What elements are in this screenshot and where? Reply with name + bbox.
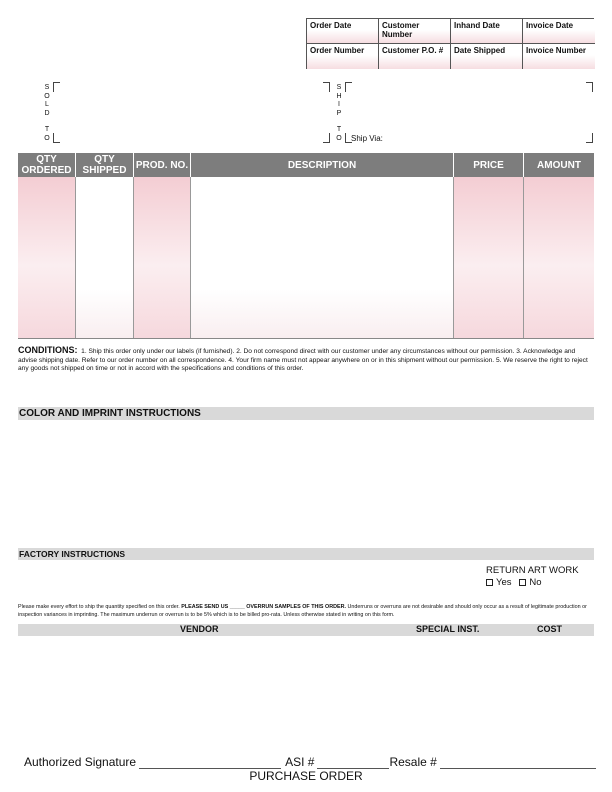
ship-label: S H I P	[336, 84, 342, 117]
return-art-title: RETURN ART WORK	[486, 565, 579, 576]
order-items-table	[18, 153, 594, 339]
invoice-number-field[interactable]: Invoice Number	[523, 44, 595, 69]
conditions-body: 1. Ship this order only under our labels (if furnished). 2. Do not correspond direct with our customer under any circumstances without our permission. 3. Acknowledge and advise shipping date. Refer to our order number on all correspondence. 4. Your firm name must not appear anywhere on or in this shipment without our permission. 5. We reserve the right to reject any goods not shipped on time or not in accord with the specifications and conditions of this order.	[18, 348, 588, 373]
vendor-header: VENDOR	[180, 624, 219, 634]
vendor-area[interactable]	[18, 637, 594, 747]
sold-to-bracket-bl	[53, 133, 60, 143]
authorized-signature-label: Authorized Signature	[24, 755, 137, 769]
inhand-date-field[interactable]: Inhand Date	[451, 19, 523, 44]
amount-header: AMOUNT	[537, 159, 581, 171]
page-title: PURCHASE ORDER	[249, 769, 363, 783]
customer-number-field[interactable]: Customer Number	[379, 19, 451, 44]
table-header	[18, 153, 594, 177]
authorized-signature-line[interactable]	[139, 757, 281, 769]
order-number-field[interactable]: Order Number	[307, 44, 379, 69]
asi-label: ASI #	[285, 755, 315, 769]
invoice-date-field[interactable]: Invoice Date	[523, 19, 595, 44]
qty-shipped-column[interactable]	[76, 177, 134, 338]
price-column[interactable]	[454, 177, 524, 338]
sold-to-label: T O	[44, 126, 50, 142]
description-header: DESCRIPTION	[191, 153, 454, 177]
sold-label: S O L D	[44, 84, 50, 117]
sold-to-bracket-tr	[323, 82, 330, 92]
amount-column[interactable]	[524, 177, 594, 338]
table-body	[18, 177, 594, 339]
order-date-field[interactable]: Order Date	[307, 19, 379, 44]
prod-no-header: PROD. NO.	[134, 153, 191, 177]
return-art-work	[486, 565, 579, 589]
overrun-notice: Please make every effort to ship the quantity specified on this order. PLEASE SEND US _____ OVERRUN SAMPLES OF THIS ORDER. Underruns or overruns are not desirable and should only occur as a result of legitimate production or inspection variances in imprinting. The maximum underrun or overrun is to be 5% which is to be billed pro-rata. Unless otherwise stated in writing on this form.	[18, 604, 587, 618]
asi-line[interactable]	[317, 757, 389, 769]
resale-line[interactable]	[440, 757, 596, 769]
ship-to-label: T O	[336, 126, 342, 142]
ship-to-bracket-br	[586, 133, 593, 143]
order-info-grid	[306, 18, 594, 69]
yes-checkbox[interactable]	[486, 579, 493, 586]
sold-to-bracket-br	[323, 133, 330, 143]
ship-via-label: Ship Via:	[351, 134, 383, 143]
customer-po-field[interactable]: Customer P.O. #	[379, 44, 451, 69]
no-label: No	[529, 577, 542, 588]
qty-ordered-header: QTY ORDERED	[18, 153, 76, 177]
no-checkbox[interactable]	[519, 579, 526, 586]
special-inst-header: SPECIAL INST.	[416, 624, 480, 634]
resale-label: Resale #	[389, 755, 437, 769]
signature-row	[24, 755, 596, 769]
ship-to-bracket-tr	[586, 82, 593, 92]
conditions-label: CONDITIONS:	[18, 345, 78, 355]
vendor-bar	[18, 624, 594, 636]
overrun-samples-request: PLEASE SEND US _____ OVERRUN SAMPLES OF THIS ORDER.	[181, 604, 346, 610]
qty-shipped-header: QTY SHIPPED	[76, 153, 134, 177]
price-header: PRICE	[454, 153, 524, 177]
ship-to-bracket-tl	[345, 82, 352, 92]
yes-label: Yes	[496, 577, 512, 588]
color-imprint-area[interactable]	[18, 421, 594, 547]
conditions-text	[18, 346, 594, 374]
qty-ordered-column[interactable]	[18, 177, 76, 338]
sold-to-bracket-tl	[53, 82, 60, 92]
factory-instructions-header: FACTORY INSTRUCTIONS	[18, 548, 594, 560]
date-shipped-field[interactable]: Date Shipped	[451, 44, 523, 69]
description-column[interactable]	[191, 177, 454, 338]
cost-header: COST	[537, 624, 563, 634]
prod-no-column[interactable]	[134, 177, 191, 338]
color-imprint-header: COLOR AND IMPRINT INSTRUCTIONS	[18, 407, 594, 420]
